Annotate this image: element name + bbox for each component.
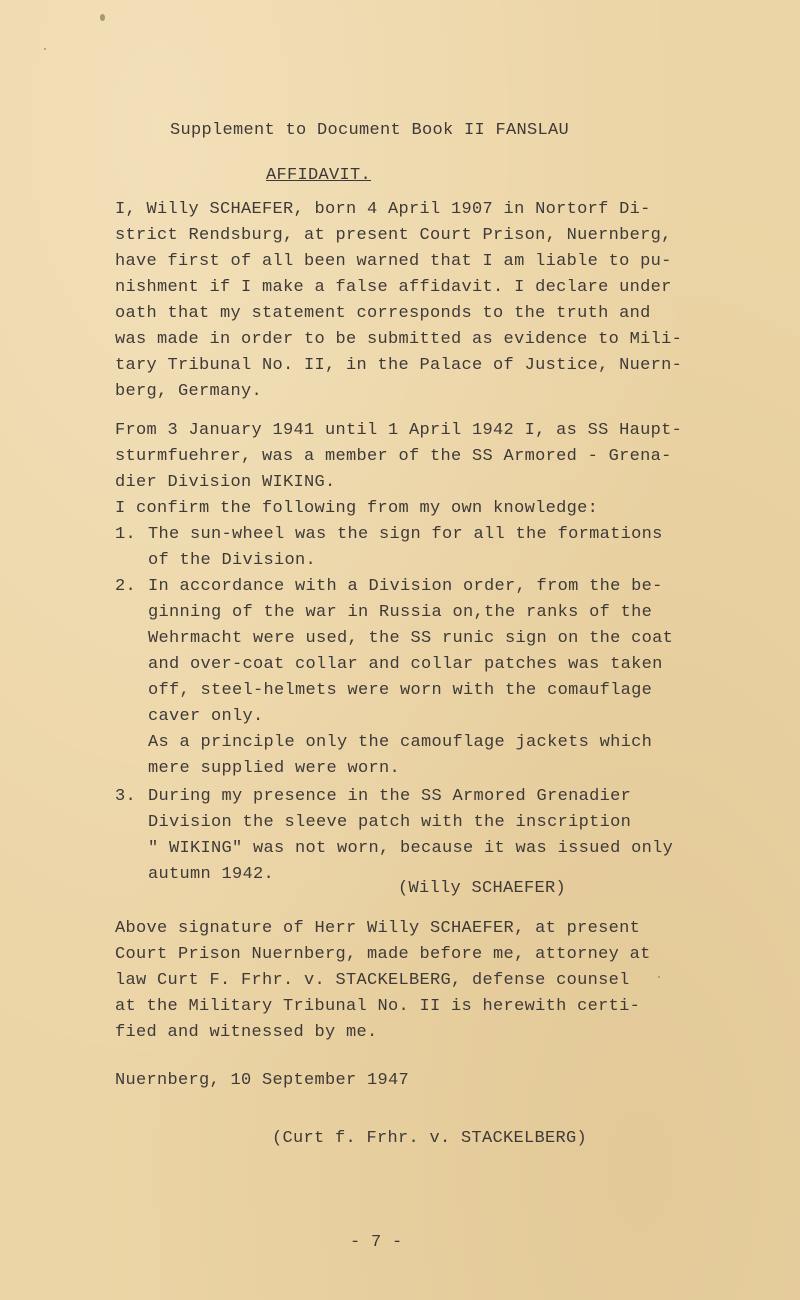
service-line: dier Division WIKING. [115,473,336,492]
attorney-signature: (Curt f. Frhr. v. STACKELBERG) [272,1129,588,1148]
certification-line: law Curt F. Frhr. v. STACKELBERG, defense counsel [115,971,630,990]
item-2-line: In accordance with a Division order, from the be- [148,577,663,596]
item-1-line: The sun-wheel was the sign for all the formations [148,525,663,544]
intro-line: nishment if I make a false affidavit. I declare under [115,278,672,297]
page-number: - 7 - [350,1233,403,1252]
place-date: Nuernberg, 10 September 1947 [115,1071,410,1090]
paper-speck [658,976,660,978]
document-title: AFFIDAVIT. [266,166,372,185]
item-2-line: Wehrmacht were used, the SS runic sign on the coat [148,629,674,648]
intro-line: strict Rendsburg, at present Court Prison, Nuernberg, [115,226,672,245]
item-2-extra-line: mere supplied were worn. [148,759,401,778]
document-header: Supplement to Document Book II FANSLAU [170,121,570,140]
item-2-line: off, steel-helmets were worn with the comauflage [148,681,653,700]
intro-line: berg, Germany. [115,382,263,401]
item-3-line: Division the sleeve patch with the inscription [148,813,632,832]
intro-line: I, Willy SCHAEFER, born 4 April 1907 in Nortorf Di- [115,200,651,219]
item-2-extra-line: As a principle only the camouflage jackets which [148,733,653,752]
item-3-line: During my presence in the SS Armored Grenadier [148,787,632,806]
intro-line: was made in order to be submitted as evidence to Mili- [115,330,683,349]
item-number-3: 3. [115,787,137,806]
item-3-line: " WIKING" was not worn, because it was issued only [148,839,674,858]
item-2-line: ginning of the war in Russia on,the ranks of the [148,603,653,622]
item-number-1: 1. [115,525,137,544]
service-line: From 3 January 1941 until 1 April 1942 I, as SS Haupt- [115,421,683,440]
intro-line: oath that my statement corresponds to the truth and [115,304,651,323]
item-2-line: and over-coat collar and collar patches was taken [148,655,663,674]
certification-line: at the Military Tribunal No. II is herewith certi- [115,997,641,1016]
certification-line: fied and witnessed by me. [115,1023,378,1042]
intro-line: have first of all been warned that I am liable to pu- [115,252,672,271]
item-2-line: caver only. [148,707,264,726]
item-3-line: autumn 1942. [148,865,275,884]
item-1-line: of the Division. [148,551,317,570]
confirm-line: I confirm the following from my own knowledge: [115,499,599,518]
paper-speck [100,14,105,21]
certification-line: Court Prison Nuernberg, made before me, attorney at [115,945,651,964]
intro-line: tary Tribunal No. II, in the Palace of Justice, Nuern- [115,356,683,375]
item-number-2: 2. [115,577,137,596]
service-line: sturmfuehrer, was a member of the SS Armored - Grena- [115,447,672,466]
paper-speck [44,48,46,50]
certification-line: Above signature of Herr Willy SCHAEFER, at present [115,919,641,938]
affiant-signature: (Willy SCHAEFER) [398,879,567,898]
